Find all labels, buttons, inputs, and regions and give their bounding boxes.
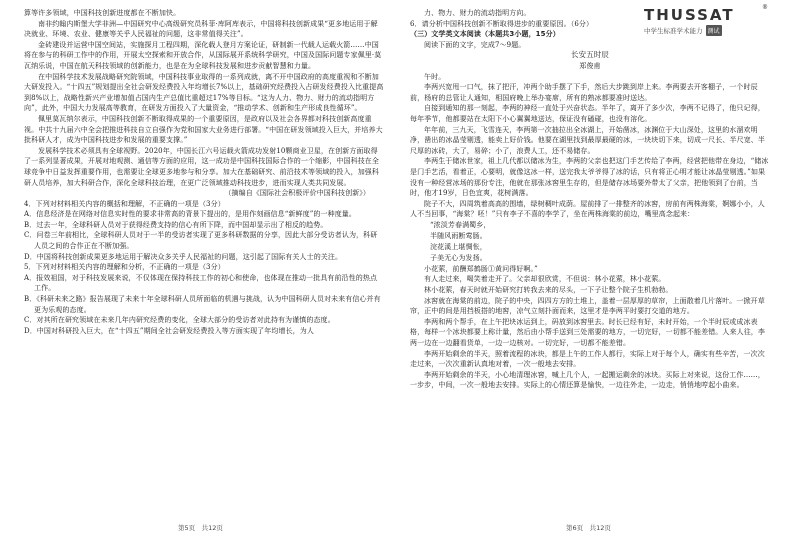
paragraph: 冰窖就在海棠的前边，院子的中央，四四方方的土堆上，盖着一层厚厚的草帘，上面散着几片落叶。一掀开草帘，正中的间是用挡板搭的地窖，凉气立刻扑面而来，这里才是李两平时要打交道的地方。 <box>410 296 765 316</box>
paragraph: 在中国科学技术发展战略研究院领域，中国科技事业取得的一系列成就，离不开中国政府的高度重视和不断加大研发投入。“十四五”规划提出全社会研发经费投入年均增长7%以上，基础研究经费投入占研发经费投入比重提高到8%以上，战略性新兴产业增加值占国内生产总值比重超过17%等目标。“这为人力、物力、财力的流动指明方向”，此外，中国大力发展高等教育，在研发方面投入了大量资金，“推动学术、创新和生产形成良性循环”。 <box>24 72 384 113</box>
time-heading: 午时。 <box>424 72 446 81</box>
poem-line: 子美无心为发扬。 <box>430 253 487 262</box>
paragraph: 林小花萦，春天时就开始研究打转我去来的尽头，一下子让整个院子生机勃勃。 <box>424 286 673 295</box>
section-heading: （三）文学类文本阅读（本题共3小题，15分） <box>410 30 560 39</box>
paragraph: 力、物力、财力的流动指明方向。 <box>424 9 531 17</box>
question-5-option-d: D．中国对科研投入巨大，在“十四五”期间全社会研发经费投入等方面实现了年均增长，为人 <box>24 326 314 335</box>
paragraph: 李两和两个帮手，在上午把块冰运到上，码放到冰窖里去。时长已经有好，未时开始，一个半时辰或成冰表格，每样一个冰块都要上称计量，然后由小帮手送到三处需要的地方，一切完好，一切都不能差错。人来人往，李两一边在一边翻看货单，一边一边核对。一切完好，一切都不能差错。 <box>410 317 765 348</box>
paragraph: 自接到通知的那一刻起，李两的神经一直处于兴奋状态。半年了，离开了多少次，李两不记得了，他只记得，每年季节，他都要站在太阳下小心翼翼地送达，保证没有磕碰，也没有溶化。 <box>410 104 765 123</box>
question-5-option-b: B．《科研未来之路》报告展现了未来十年全球科研人员所面临的机遇与挑战，认为中国科研人员对未来有信心并有更为乐观的态度。 <box>24 295 381 314</box>
paragraph: 院子不大，四周筑着高高的围墙，绿树稠叶成荫。屋前排了一排整齐的冰窖，房前有两株海棠，婀娜小小，人人不当回事，“海棠？呸！”只有李子不喜的李学了，坐在两株海棠的前边，嘴里高念起来： <box>410 199 765 219</box>
paragraph: 李两开始剩余的半天，小心地清理冰窖，喊上几个人，一起搬运剩余的冰块。买际上对来说，这份工作……，一步步，中间，一次一般地去安排。实际上的心情还算是愉快，一边往外走，一边走，悄悄地哼起小曲来。 <box>410 370 765 390</box>
paragraph: 发展科学技术必须具有全球视野。2020年，中国长江六号运载火箭成功发射10颗商业卫星，在创新方面取得了一系列显著成果，开展对地观测、通信等方面的应用，这一成功是中国科技国际合作的一个缩影，中国科技在全球竞争中日益发挥重要作用，也需要让全球更多地参与和分享。加大在基础研究、前沿技术等领域的投入，加强科研人员培养，加大科研合作，深化全球科技治理，在更广泛领域推动科技进步，进而实现人类共同发展。 <box>24 146 379 187</box>
registered-mark: ® <box>762 4 768 11</box>
paragraph: 年年前，三九天，飞雪连天，李两第一次抽拉出全冰湖上，开始凿冰，冰渊位于大山深处，这里的水溜欢明净，凿出的冰晶莹剔透，能卖上好价钱。他要在湖里找到最厚最硬的冰，一块块切下来，切成一尺长、半尺宽、半尺厚的冰砖，大了，易碎；小了，浪费人工，还不易储存。 <box>410 125 765 155</box>
question-5: 5．下列对材料相关内容的理解和分析，不正确的一项是（3分） <box>24 263 225 272</box>
page-6-column <box>410 8 770 518</box>
paragraph: 算等许多领域，中国科技创新进度都在不断加快。 <box>24 9 181 17</box>
page-footer-right: 第6页 共12页 <box>566 524 611 532</box>
question-4-option-c: C．问卷三年前相比，全球科研人员对于一半的受访者实现了更多科研数据的分享，因此大部分受访者认为，科研人员之间的合作正在不断加强。 <box>24 231 378 251</box>
story-author: 郑俊甫 <box>579 61 601 70</box>
poem-line: 半随风雨断莺肠。 <box>430 231 487 240</box>
question-5-option-a: A．报效祖国，对于科技发展来说，不仅体现在保持科技工作的初心和使命，也体现在推动一批具有前沿性的热点工作。 <box>24 273 378 293</box>
question-4-option-d: D．中国将科技创新成果更多地运用于解决众多关乎人民福祉的问题，这引起了国际有关人士的关注。 <box>24 252 343 261</box>
logo-badge: 测试 <box>706 25 722 36</box>
question-4-option-b: B．过去一年，全球科研人员对于获得经费支持的信心有所下降，而中国却显示出了相反的趋势。 <box>24 220 328 229</box>
logo-subtitle: 中学生标准学术能力 <box>644 27 703 35</box>
paragraph: 李两生于储冰世家，祖上几代都以储冰为生，李两的父亲也把这门手艺传给了李两，经营把他带在身边，“储冰是门手艺活，看着正，心要明，就像这冰一样，送完我太爷爷得了冰的话，只有将正心明才能让冰晶莹剔透。”如果没有一种经营冰场的那份专注，他就在那张冰窖里生存的，但是储存冰场要外带太了父亲，把他领到了台前，当时，他才19岁，日色宜爽，花树满落。 <box>410 157 769 198</box>
paragraph: 有人走过来，喝笑着走开了。父亲却很欣赏，不但说：林小花萦，林小花萦。 <box>424 275 666 284</box>
source-citation: （摘编自《国际社会积极评价中国科技创新》） <box>224 189 370 198</box>
paragraph: 李两开始剩余的半天，照着流程的冰块，都是上午的工作人都行，实际上对于每个人，确实有些辛苦，一次次走过来，一次次重新认真地对着，一次一般地去安排。 <box>410 349 765 369</box>
story-title: 长安五时辰 <box>571 50 609 60</box>
question-4: 4．下列对材料相关内容的概括和理解，不正确的一项是（3分） <box>24 199 225 208</box>
page-footer-left: 第5页 共12页 <box>178 524 223 532</box>
question-6: 6．请分析中国科技创新不断取得进步的重要原因。（6分） <box>410 19 594 28</box>
poem-line: 浣花溪上堪惆怅， <box>430 242 487 251</box>
logo-title: THUSSAT <box>644 6 735 24</box>
paragraph: 金砖建设并运营中国空间站，实施探月工程四期，深化载人登月方案论证，研制新一代载人运载火箭……中国将在参与的科研工作中的作用，开展太空探索和开放合作，从国际展开系统科学研究，中国及国际问题专家佩里·莫瓦纳乐说，中国在航天科技领域的创新能力，也是在为全球科技发展和进步贡献智慧和力量。 <box>24 40 382 70</box>
poem-line: “浓淡芳春满蜀乡， <box>430 220 491 229</box>
paragraph: 小花萦，前酬郑鹤肠①黄问得好啊。” <box>424 264 538 273</box>
question-5-option-c: C．对其所在研究领域在未来几年内研究经费的变化，全球大部分的受访者对此持有为谨慎的态度。 <box>24 316 335 325</box>
paragraph: 南非约翰内斯堡大学非洲—中国研究中心高级研究员科菲·库阿库表示，中国将科技创新成果“更多地运用于解决就业、环境、农业、健康等关乎人民福祉的问题，这非常值得关注”。 <box>24 19 378 39</box>
reading-instruction: 阅读下面的文字，完成7～9题。 <box>424 40 526 49</box>
question-4-option-a: A．信息经济是在网络对信息实时性的要求非常高的背景下提出的，是用作刻画信息“新鲜度”的一种度量。 <box>24 210 357 219</box>
page-5-column <box>24 8 384 518</box>
paragraph: 佩里莫瓦纳尔表示，中国科技创新不断取得成果的一个重要原因，是政府以及社会各界都对科技创新高度重视。中共十九届六中全会把推进科技自立自强作为党和国家大业务进行部署。“中国在研发领域投入巨大，并培养大批科研人才，成为中国科技进步和发展的重要支撑。” <box>24 114 383 145</box>
paragraph: 李两兴宽甩一口气，抹了把汗，冲两个助手摆了下手，然后大步跳到岸上来。李两要去开客棚子，一个时辰前，杨府的总管让人通知，相国府晚上举办宴席，所有的熟冰都要准时送达。 <box>410 83 758 102</box>
